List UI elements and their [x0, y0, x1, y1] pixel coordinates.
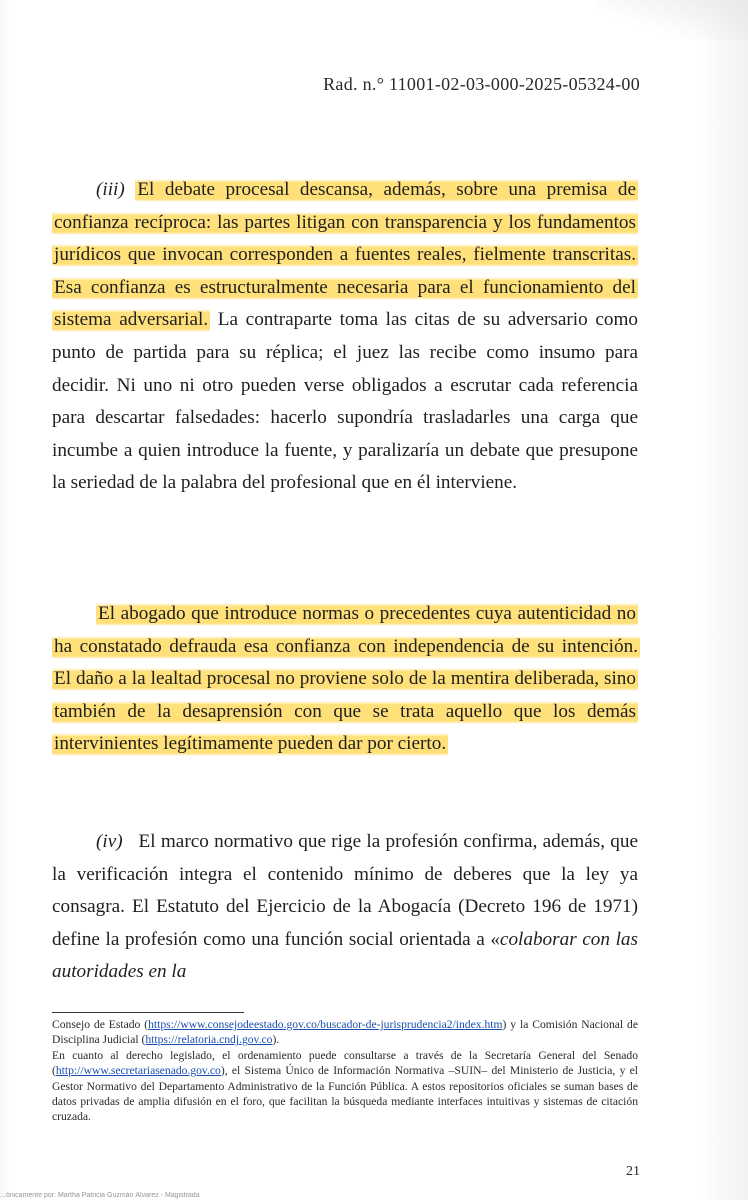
footnote-entry — [52, 1048, 638, 1125]
paragraph-iv — [52, 826, 638, 989]
paragraph-abogado — [52, 598, 638, 761]
page-corner-shadow — [598, 0, 748, 40]
case-number-header: Rad. n.° 11001-02-03-000-2025-05324-00 — [323, 74, 640, 94]
signature-watermark: ...ónicamente por: Martha Patricia Guzmán Álvarez - Magistrada — [0, 1192, 200, 1199]
paragraph-iii — [52, 174, 638, 500]
italic-quote-text: colaborar con las autoridades en la — [52, 928, 638, 983]
footnote-text: Consejo de Estado ( — [52, 1018, 149, 1031]
page-number: 21 — [626, 1164, 640, 1179]
consejo-estado-link[interactable]: https://www.consejodeestado.gov.co/buscador-de-jurisprudencia2/index.htm — [148, 1018, 503, 1031]
highlighted-text: El abogado que introduce normas o precedentes cuya autenticidad no ha constatado defrauda esa confianza con independencia de su intención. — [54, 603, 638, 657]
footnotes — [52, 1017, 638, 1125]
footnote-text: En cuanto al derecho legislado, el ordenamiento puede consultarse a través de la Secretaría General del Senado ( — [52, 1048, 638, 1078]
footnote-text: ), el Sistema Único de Información Normativa –SUIN– del Ministerio de Justicia, y el Gestor Normativo del Departamento Administrativo de la Función Pública. A estos repositorios oficiales se suman bases de datos privadas de amplia difusión en el foro, que facilitan la búsqueda mediante interfaces intuitivas y sistemas de citación cruzada. — [52, 1064, 638, 1124]
paragraph-text: La contraparte toma las citas de su adversario como punto de partida para su réplica; el juez las recibe como insumo para decidir. Ni uno ni otro pueden verse obligados a escrutar cada referencia para descartar falsedades: hacerlo supondría trasladarles una carga que incumbe a quien introduce la fuente, y paralizaría un debate que presupone la seriedad de la palabra del profesional que en él interviene. — [52, 309, 638, 494]
paragraph-marker-iii: (iii) — [96, 179, 125, 200]
paragraph-marker-iv: (iv) — [96, 831, 123, 852]
secretaria-senado-link[interactable]: http://www.secretariasenado.gov.co — [55, 1064, 221, 1078]
highlighted-text: El daño a la lealtad procesal no proviene solo de la mentira deliberada, sino también de la desaprensión con que se trata aquello que los demás intervinientes legítimamente pueden dar por cierto. — [54, 668, 636, 755]
footnote-separator — [52, 1012, 244, 1013]
paragraph-text: El marco normativo que rige la profesión confirma, además, que la verificación integra el contenido mínimo de deberes que la ley ya consagra. El Estatuto del Ejercicio de la Abogacía (Decreto 196 de 1971) define la profesión como una función social orientada a « — [52, 831, 638, 950]
footnote-text: ). — [272, 1033, 280, 1047]
cndj-relatoria-link[interactable]: https://relatoria.cndj.gov.co — [145, 1033, 273, 1047]
highlighted-text: El debate procesal descansa, además, sobre una premisa de confianza recíproca: las partes litigan con transparencia y los fundamentos jurídicos que invocan corresponden a fuentes reales, fielmente transcritas. Esa confianza es estructuralmente necesaria para el funcionamiento del sistema adversarial. — [54, 179, 636, 331]
footnote-text: ) y la Comisión Nacional de Disciplina Judicial ( — [52, 1018, 638, 1047]
footnote-entry — [52, 1017, 638, 1048]
